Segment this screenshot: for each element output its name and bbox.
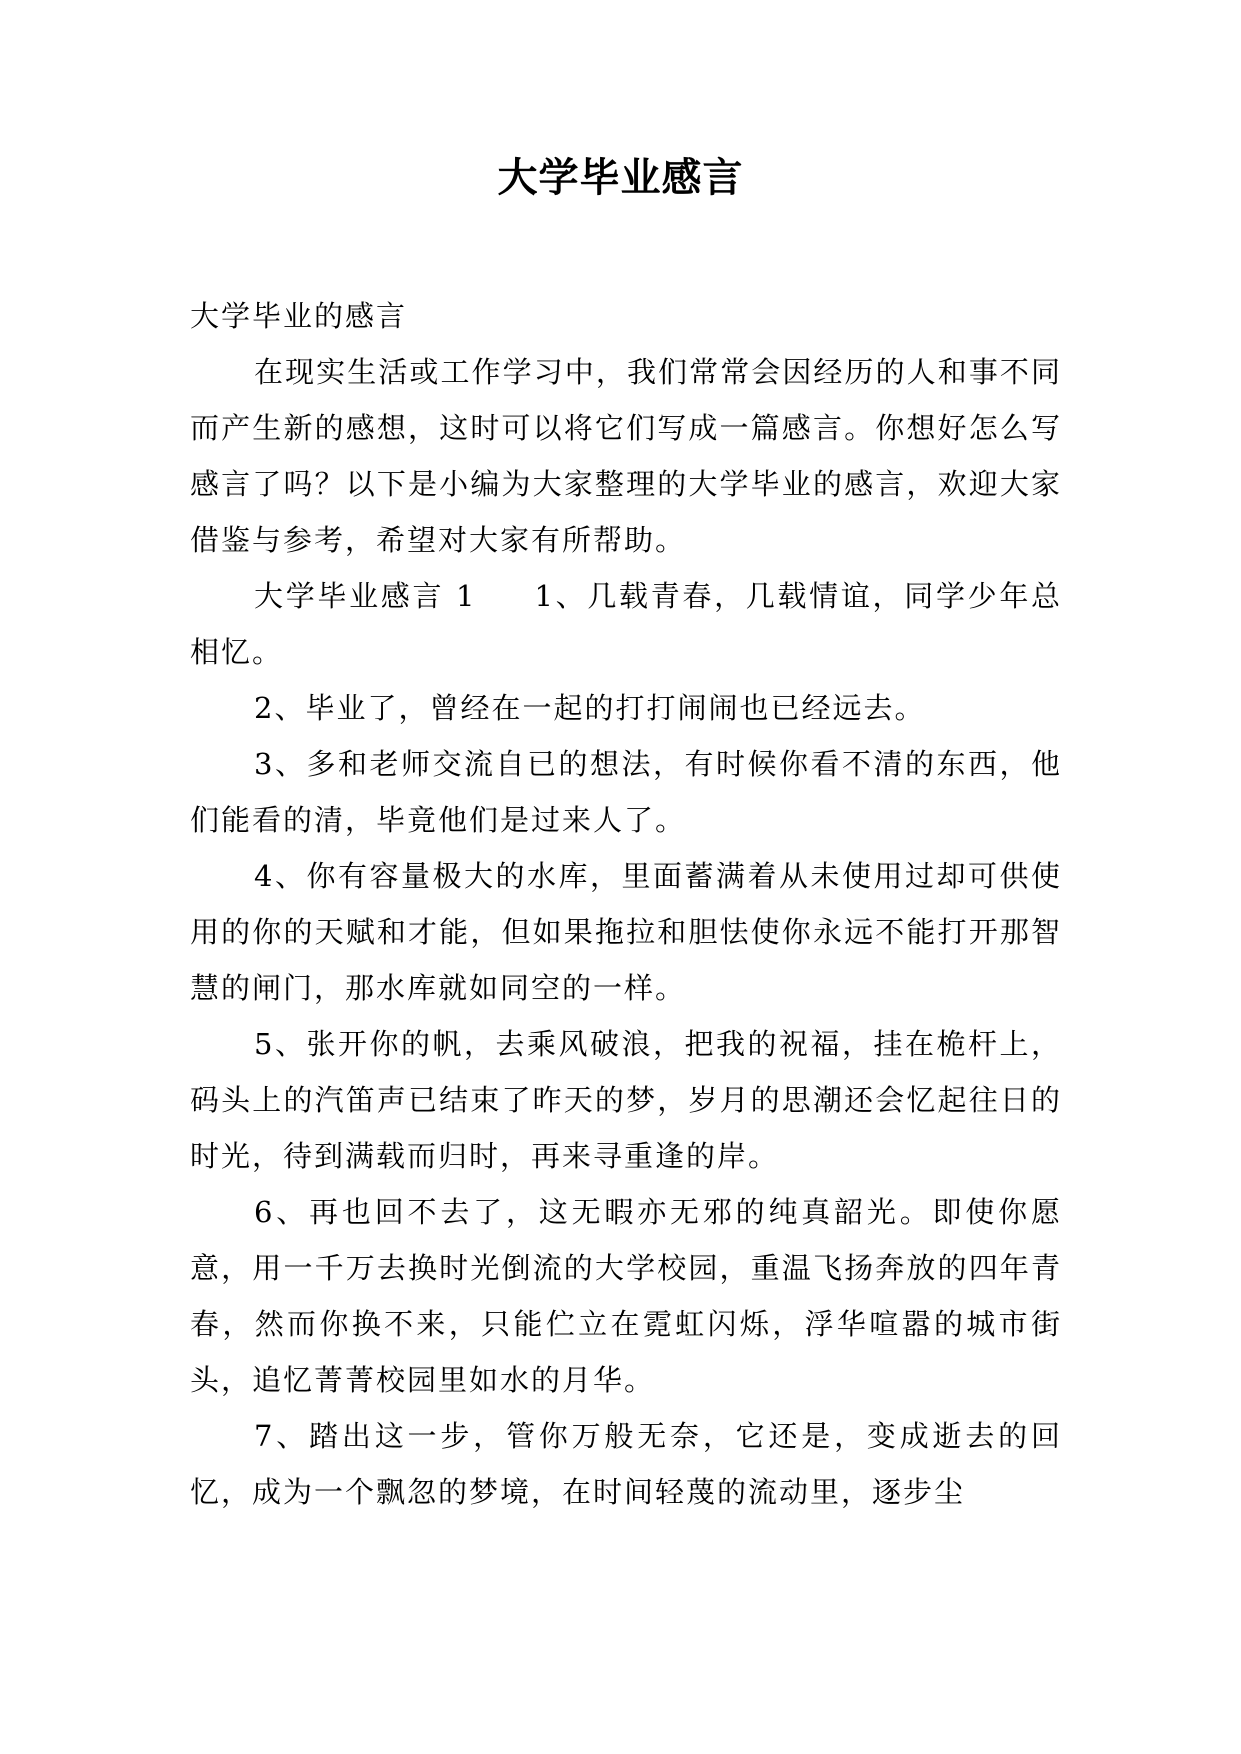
list-item-4: 4、你有容量极大的水库，里面蓄满着从未使用过却可供使用的你的天赋和才能，但如果拖拉和胆怯使你永远不能打开那智慧的闸门，那水库就如同空的一样。 xyxy=(190,859,1062,1005)
document-body xyxy=(190,288,1062,1520)
list-item-2: 2、毕业了，曾经在一起的打打闹闹也已经远去。 xyxy=(254,691,926,725)
intro-paragraph: 在现实生活或工作学习中，我们常常会因经历的人和事不同而产生新的感想，这时可以将它们写成一篇感言。你想好怎么写感言了吗？以下是小编为大家整理的大学毕业的感言，欢迎大家借鉴与参考，希望对大家有所帮助。 xyxy=(190,355,1062,557)
list-item-1: 1、几载青春，几载情谊，同学少年总相忆。 xyxy=(190,579,1063,669)
section-heading: 大学毕业感言 1 xyxy=(254,579,477,613)
list-item-3: 3、多和老师交流自已的想法，有时候你看不清的东西，他们能看的清，毕竟他们是过来人了。 xyxy=(190,747,1062,837)
list-item-7: 7、踏出这一步，管你万般无奈，它还是，变成逝去的回忆，成为一个飘忽的梦境，在时间轻蔑的流动里，逐步尘 xyxy=(190,1419,1062,1509)
section-paragraph-1 xyxy=(190,568,1062,680)
list-item-5: 5、张开你的帆，去乘风破浪，把我的祝福，挂在桅杆上，码头上的汽笛声已结束了昨天的梦，岁月的思潮还会忆起往日的时光，待到满载而归时，再来寻重逢的岸。 xyxy=(190,1027,1062,1173)
document-title: 大学毕业感言 xyxy=(497,154,744,201)
list-item-6: 6、再也回不去了，这无暇亦无邪的纯真韶光。即使你愿意，用一千万去换时光倒流的大学校园，重温飞扬奔放的四年青春，然而你换不来，只能伫立在霓虹闪烁，浮华喧嚣的城市街头，追忆菁菁校园里如水的月华。 xyxy=(190,1195,1062,1397)
document-subtitle: 大学毕业的感言 xyxy=(190,299,408,333)
